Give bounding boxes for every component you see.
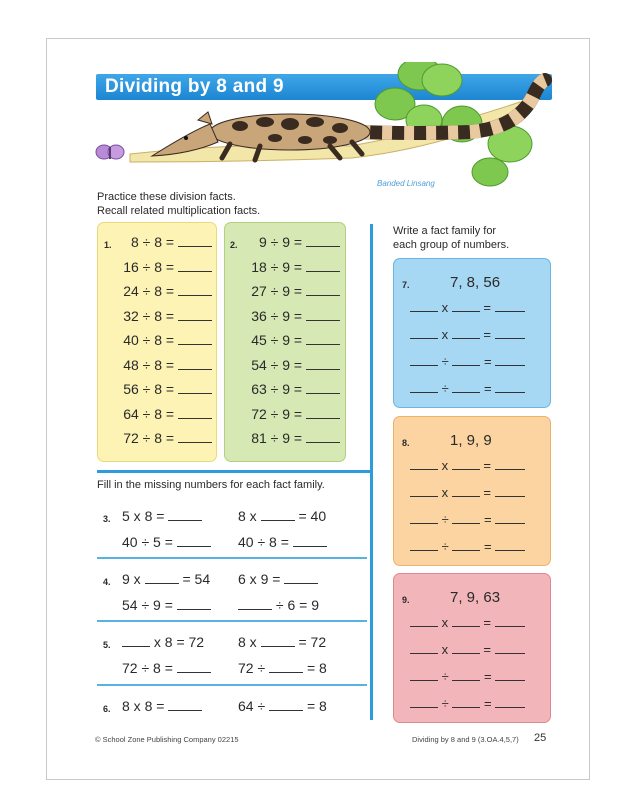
answer-blank[interactable] bbox=[269, 661, 303, 673]
fact-family-equation: ÷ = bbox=[410, 354, 525, 369]
answer-blank[interactable] bbox=[178, 235, 212, 247]
problem-4-b1: 6 x 9 = bbox=[238, 571, 318, 587]
row-divider bbox=[97, 557, 367, 559]
fact-family-equation: ÷ = bbox=[410, 512, 525, 527]
answer-blank[interactable] bbox=[495, 328, 525, 339]
answer-blank[interactable] bbox=[177, 598, 211, 610]
fact-family-equation: x = bbox=[410, 300, 525, 315]
answer-blank[interactable] bbox=[178, 260, 212, 272]
division-fact-row: 48 ÷ 8 = bbox=[112, 357, 212, 373]
instructions-practice: Practice these division facts. Recall related multiplication facts. bbox=[97, 191, 261, 217]
problem-5-b2: 72 ÷ = 8 bbox=[238, 660, 327, 676]
answer-blank[interactable] bbox=[495, 616, 525, 627]
answer-blank[interactable] bbox=[452, 616, 480, 627]
division-fact-row: 8 ÷ 8 = bbox=[112, 234, 212, 250]
division-fact-row: 16 ÷ 8 = bbox=[112, 259, 212, 275]
answer-blank[interactable] bbox=[452, 670, 480, 681]
answer-blank[interactable] bbox=[495, 301, 525, 312]
linsang-illustration bbox=[90, 62, 560, 192]
fact-family-equation: x = bbox=[410, 485, 525, 500]
problem-1-number: 1. bbox=[104, 240, 112, 250]
answer-blank[interactable] bbox=[452, 513, 480, 524]
answer-blank[interactable] bbox=[495, 355, 525, 366]
answer-blank[interactable] bbox=[306, 284, 340, 296]
answer-blank[interactable] bbox=[145, 572, 179, 584]
answer-blank[interactable] bbox=[306, 431, 340, 443]
page-number: 25 bbox=[534, 732, 547, 744]
section-divider bbox=[97, 470, 371, 473]
answer-blank[interactable] bbox=[452, 382, 480, 393]
problem-5-number: 5. bbox=[103, 640, 111, 650]
answer-blank[interactable] bbox=[178, 382, 212, 394]
answer-blank[interactable] bbox=[452, 301, 480, 312]
division-fact-row: 18 ÷ 9 = bbox=[240, 259, 340, 275]
answer-blank[interactable] bbox=[306, 235, 340, 247]
problem-3-a1: 5 x 8 = bbox=[122, 508, 202, 524]
problem-3-a2: 40 ÷ 5 = bbox=[122, 534, 211, 550]
answer-blank[interactable] bbox=[410, 301, 438, 312]
answer-blank[interactable] bbox=[284, 572, 318, 584]
problem-6-a1: 8 x 8 = bbox=[122, 698, 202, 714]
answer-blank[interactable] bbox=[293, 535, 327, 547]
fact-family-equation: x = bbox=[410, 642, 525, 657]
problem-6-number: 6. bbox=[103, 704, 111, 714]
footer-copyright: © School Zone Publishing Company 02215 bbox=[95, 735, 239, 744]
answer-blank[interactable] bbox=[177, 661, 211, 673]
family-number: 7. bbox=[402, 280, 410, 290]
row-divider bbox=[97, 684, 367, 686]
answer-blank[interactable] bbox=[306, 309, 340, 321]
instructions-missing: Fill in the missing numbers for each fact family. bbox=[97, 479, 325, 491]
answer-blank[interactable] bbox=[168, 699, 202, 711]
division-fact-row: 24 ÷ 8 = bbox=[112, 283, 212, 299]
division-fact-row: 72 ÷ 8 = bbox=[112, 430, 212, 446]
answer-blank[interactable] bbox=[261, 635, 295, 647]
problem-4-number: 4. bbox=[103, 577, 111, 587]
division-fact-row: 63 ÷ 9 = bbox=[240, 381, 340, 397]
fact-family-equation: x = bbox=[410, 458, 525, 473]
answer-blank[interactable] bbox=[306, 358, 340, 370]
answer-blank[interactable] bbox=[410, 382, 438, 393]
problem-5-b1: 8 x = 72 bbox=[238, 634, 327, 650]
answer-blank[interactable] bbox=[452, 328, 480, 339]
answer-blank[interactable] bbox=[410, 616, 438, 627]
fact-family-equation: ÷ = bbox=[410, 539, 525, 554]
answer-blank[interactable] bbox=[410, 355, 438, 366]
footer-topic: Dividing by 8 and 9 (3.OA.4,5,7) bbox=[412, 735, 519, 744]
column-divider bbox=[370, 224, 373, 720]
problem-4-a2: 54 ÷ 9 = bbox=[122, 597, 211, 613]
answer-blank[interactable] bbox=[495, 697, 525, 708]
fact-family-equation: ÷ = bbox=[410, 381, 525, 396]
problem-4-b2: ÷ 6 = 9 bbox=[238, 597, 319, 613]
family-numbers: 1, 9, 9 bbox=[450, 432, 492, 449]
division-fact-row: 40 ÷ 8 = bbox=[112, 332, 212, 348]
answer-blank[interactable] bbox=[495, 382, 525, 393]
answer-blank[interactable] bbox=[452, 486, 480, 497]
problem-6-b1: 64 ÷ = 8 bbox=[238, 698, 327, 714]
fact-family-equation: ÷ = bbox=[410, 696, 525, 711]
division-fact-row: 9 ÷ 9 = bbox=[240, 234, 340, 250]
answer-blank[interactable] bbox=[306, 333, 340, 345]
illustration-caption: Banded Linsang bbox=[377, 179, 435, 188]
family-numbers: 7, 8, 56 bbox=[450, 274, 501, 291]
problem-5-a2: 72 ÷ 8 = bbox=[122, 660, 211, 676]
answer-blank[interactable] bbox=[452, 697, 480, 708]
answer-blank[interactable] bbox=[178, 358, 212, 370]
answer-blank[interactable] bbox=[410, 486, 438, 497]
answer-blank[interactable] bbox=[306, 260, 340, 272]
division-fact-row: 54 ÷ 9 = bbox=[240, 357, 340, 373]
instructions-fact-family: Write a fact family for each group of numbers. bbox=[393, 225, 510, 251]
fact-family-equation: ÷ = bbox=[410, 669, 525, 684]
answer-blank[interactable] bbox=[452, 643, 480, 654]
division-fact-row: 36 ÷ 9 = bbox=[240, 308, 340, 324]
row-divider bbox=[97, 620, 367, 622]
fact-family-equation: x = bbox=[410, 327, 525, 342]
answer-blank[interactable] bbox=[410, 459, 438, 470]
answer-blank[interactable] bbox=[495, 513, 525, 524]
division-fact-row: 64 ÷ 8 = bbox=[112, 406, 212, 422]
answer-blank[interactable] bbox=[238, 598, 272, 610]
problem-2-number: 2. bbox=[230, 240, 238, 250]
answer-blank[interactable] bbox=[410, 643, 438, 654]
answer-blank[interactable] bbox=[306, 407, 340, 419]
answer-blank[interactable] bbox=[178, 333, 212, 345]
division-fact-row: 72 ÷ 9 = bbox=[240, 406, 340, 422]
problem-4-a1: 9 x = 54 bbox=[122, 571, 211, 587]
problem-3-b2: 40 ÷ 8 = bbox=[238, 534, 327, 550]
division-fact-row: 81 ÷ 9 = bbox=[240, 430, 340, 446]
answer-blank[interactable] bbox=[495, 486, 525, 497]
answer-blank[interactable] bbox=[178, 284, 212, 296]
answer-blank[interactable] bbox=[178, 431, 212, 443]
family-numbers: 7, 9, 63 bbox=[450, 589, 501, 606]
answer-blank[interactable] bbox=[410, 513, 438, 524]
answer-blank[interactable] bbox=[452, 540, 480, 551]
answer-blank[interactable] bbox=[178, 407, 212, 419]
answer-blank[interactable] bbox=[452, 355, 480, 366]
problem-5-a1: x 8 = 72 bbox=[122, 634, 204, 650]
answer-blank[interactable] bbox=[177, 535, 211, 547]
answer-blank[interactable] bbox=[410, 328, 438, 339]
problem-3-b1: 8 x = 40 bbox=[238, 508, 327, 524]
problem-3-number: 3. bbox=[103, 514, 111, 524]
division-fact-row: 32 ÷ 8 = bbox=[112, 308, 212, 324]
answer-blank[interactable] bbox=[261, 509, 295, 521]
answer-blank[interactable] bbox=[410, 540, 438, 551]
fact-family-equation: x = bbox=[410, 615, 525, 630]
answer-blank[interactable] bbox=[178, 309, 212, 321]
page-title: Dividing by 8 and 9 bbox=[105, 76, 284, 97]
family-number: 9. bbox=[402, 595, 410, 605]
division-fact-row: 27 ÷ 9 = bbox=[240, 283, 340, 299]
answer-blank[interactable] bbox=[410, 670, 438, 681]
answer-blank[interactable] bbox=[168, 509, 202, 521]
answer-blank[interactable] bbox=[410, 697, 438, 708]
answer-blank[interactable] bbox=[495, 459, 525, 470]
answer-blank[interactable] bbox=[122, 635, 150, 647]
answer-blank[interactable] bbox=[269, 699, 303, 711]
answer-blank[interactable] bbox=[495, 540, 525, 551]
division-fact-row: 45 ÷ 9 = bbox=[240, 332, 340, 348]
answer-blank[interactable] bbox=[495, 643, 525, 654]
answer-blank[interactable] bbox=[452, 459, 480, 470]
answer-blank[interactable] bbox=[306, 382, 340, 394]
division-fact-row: 56 ÷ 8 = bbox=[112, 381, 212, 397]
answer-blank[interactable] bbox=[495, 670, 525, 681]
family-number: 8. bbox=[402, 438, 410, 448]
